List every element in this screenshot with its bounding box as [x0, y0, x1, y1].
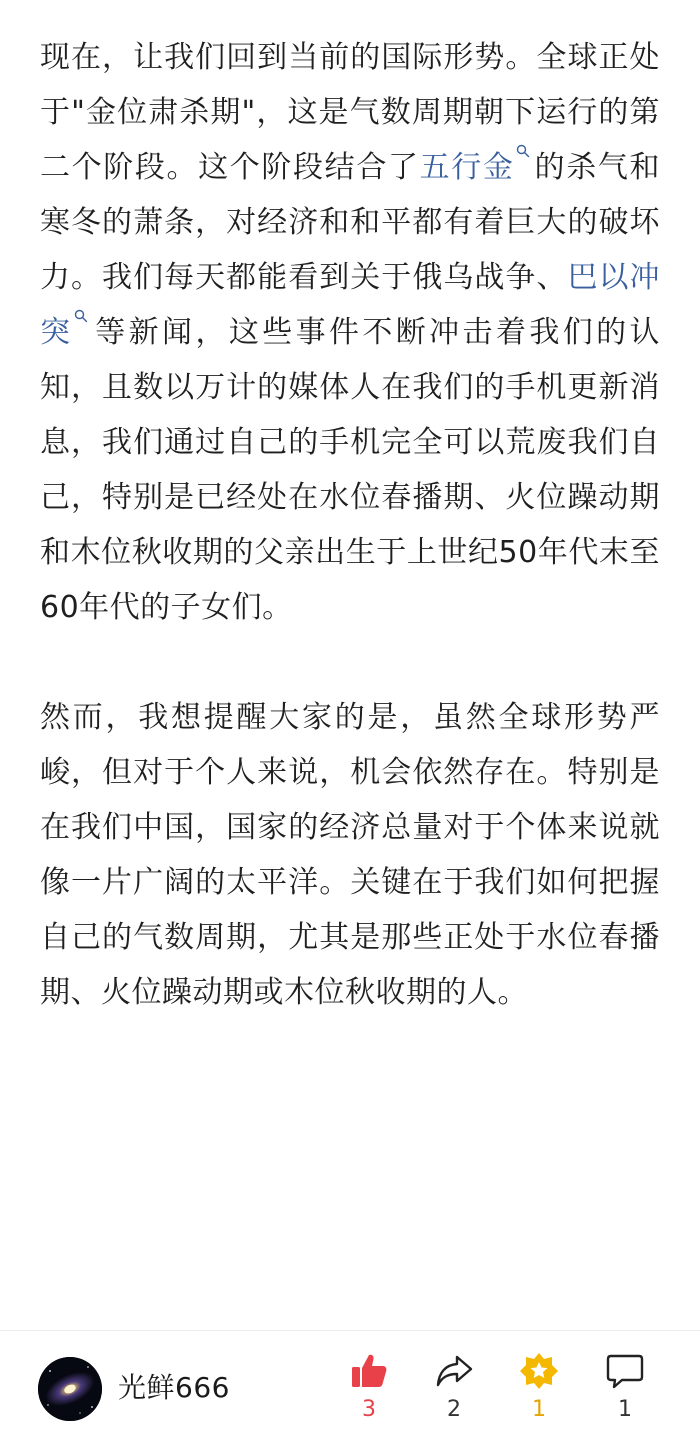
paragraph-2: 然而，我想提醒大家的是，虽然全球形势严峻，但对于个人来说，机会依然存在。特别是在我们中国，国家的经济总量对于个体来说就像一片广阔的太平洋。关键在于我们如何把握自己的气数周期，尤其是那些正处于水位春播期、火位躁动期或木位秋收期的人。	[40, 700, 660, 1010]
comment-bubble-icon	[605, 1351, 645, 1391]
reward-button[interactable]	[509, 1351, 569, 1423]
bottom-action-bar	[0, 1330, 700, 1446]
author-avatar[interactable]	[38, 1357, 102, 1421]
reward-count: 1	[532, 1397, 546, 1422]
star-badge-icon	[519, 1351, 559, 1391]
keyword-link-bayi-conflict[interactable]: 巴以冲突	[40, 260, 661, 350]
comment-button[interactable]	[595, 1351, 655, 1423]
author-name[interactable]: 光鲜666	[118, 1371, 230, 1404]
galaxy-avatar-icon	[38, 1357, 102, 1421]
article-body	[40, 30, 660, 1020]
paragraph-1-text-b: 的杀气和寒冬的萧条，对经济和和平都有着巨大的破坏力。我们每天都能看到关于俄乌战争、	[40, 150, 661, 295]
paragraph-1-text-c: 等新闻，这些事件不断冲击着我们的认知，且数以万计的媒体人在我们的手机更新消息，我们通过自己的手机完全可以荒废我们自己，特别是已经处在水位春播期、火位躁动期和木位秋收期的父亲出生于上世纪50年代末至60年代的子女们。	[40, 315, 661, 625]
thumbs-up-icon	[349, 1351, 389, 1391]
keyword-link-wuxing-jin[interactable]: 五行金	[419, 150, 515, 185]
paragraph-1	[40, 30, 660, 635]
paragraph-1-text-a: 现在，让我们回到当前的国际形势。全球正处于"金位肃杀期"，这是气数周期朝下运行的第二个阶段。这个阶段结合了	[40, 40, 660, 185]
comment-count: 1	[618, 1397, 632, 1422]
share-arrow-icon	[434, 1351, 474, 1391]
like-count: 3	[362, 1397, 376, 1422]
like-button[interactable]	[339, 1351, 399, 1423]
search-icon[interactable]	[74, 309, 88, 323]
search-icon[interactable]	[516, 144, 530, 158]
share-button[interactable]	[424, 1351, 484, 1423]
share-count: 2	[447, 1397, 461, 1422]
